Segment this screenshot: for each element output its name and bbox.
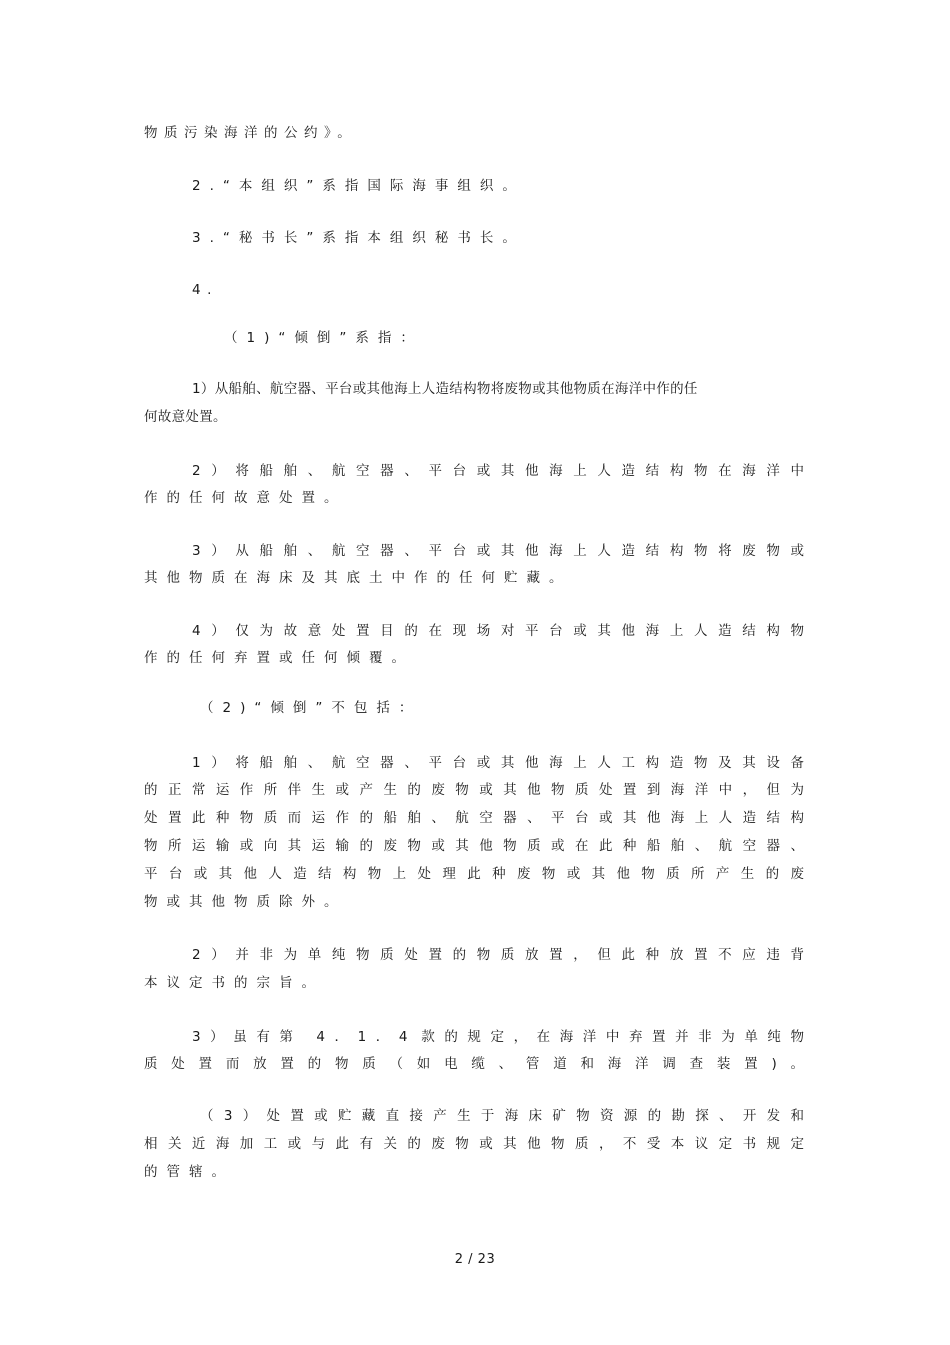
text-line: 平台或其他人造结构物上处理此种废物或其他物质所产生的废 — [144, 866, 804, 882]
text-line: 相关近海加工或与此有关的废物或其他物质，不受本议定书规定 — [144, 1136, 804, 1152]
text-line: 2.“本组织”系指国际海事组织。 — [192, 178, 525, 194]
text-line: 何故意处置。 — [144, 409, 227, 425]
text-line: 3）从船舶、航空器、平台或其他海上人造结构物将废物或 — [192, 543, 804, 559]
text-line: 2）并非为单纯物质处置的物质放置，但此种放置不应违背 — [192, 947, 804, 963]
text-line: 2）将船舶、航空器、平台或其他海上人造结构物在海洋中 — [192, 463, 804, 479]
text-line: （2)“倾倒”不包括： — [200, 700, 422, 716]
text-line: 4. — [192, 282, 218, 298]
text-line: 3）虽有第 4．1．4 款的规定，在海洋中弃置并非为单纯物 — [192, 1029, 804, 1045]
text-line: 作的任何弃置或任何倾覆。 — [144, 650, 414, 666]
text-line: 其他物质在海床及其底土中作的任何贮藏。 — [144, 570, 572, 586]
text-line: 1）从船舶、航空器、平台或其他海上人造结构物将废物或其他物质在海洋中作的任 — [192, 381, 698, 397]
text-line: 3.“秘书长”系指本组织秘书长。 — [192, 230, 525, 246]
text-line: 4）仅为故意处置目的在现场对平台或其他海上人造结构物 — [192, 623, 804, 639]
text-line: （3）处置或贮藏直接产生于海床矿物资源的勘探、开发和 — [200, 1108, 804, 1124]
text-line: 物质污染海洋的公约》。 — [144, 125, 358, 141]
text-line: 1）将船舶、航空器、平台或其他海上人工构造物及其设备 — [192, 755, 804, 771]
text-line: 作的任何故意处置。 — [144, 490, 347, 506]
text-line: 本议定书的宗旨。 — [144, 975, 324, 991]
text-line: 物或其他物质除外。 — [144, 894, 347, 910]
text-line: 的管辖。 — [144, 1164, 234, 1180]
page-number: 2 / 23 — [454, 1252, 496, 1267]
text-line: 质处置而放置的物质（如电缆、管道和海洋调查装置)。 — [144, 1056, 804, 1072]
text-line: （1)“倾倒”系指： — [224, 330, 423, 346]
text-line: 处置此种物质而运作的船舶、航空器、平台或其他海上人造结构 — [144, 810, 804, 826]
text-line: 的正常运作所伴生或产生的废物或其他物质处置到海洋中，但为 — [144, 782, 804, 798]
text-line: 物所运输或向其运输的废物或其他物质或在此种船舶、航空器、 — [144, 838, 804, 854]
